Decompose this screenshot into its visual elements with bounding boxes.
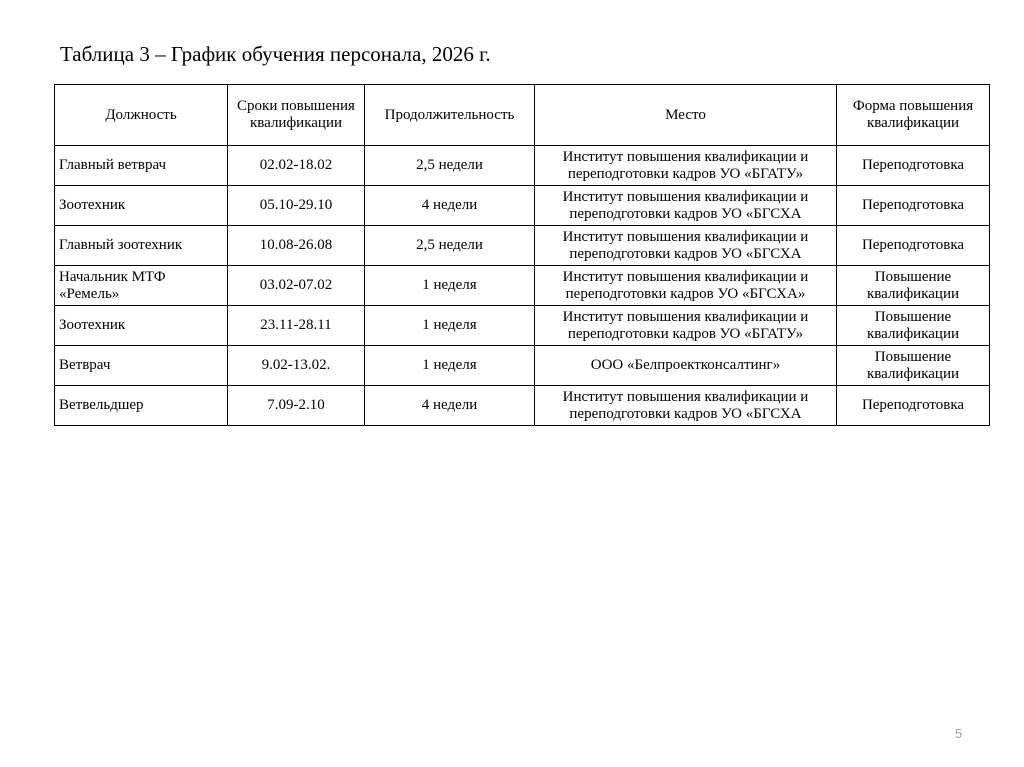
cell-duration: 4 недели [365,186,535,226]
table-row [55,266,990,306]
cell-position: Зоотехник [55,306,228,346]
cell-place: Институт повышения квалификации и переподготовки кадров УО «БГСХА [535,226,837,266]
table-row [55,186,990,226]
cell-position: Зоотехник [55,186,228,226]
cell-position: Главный зоотехник [55,226,228,266]
cell-form: Повышение квалификации [837,266,990,306]
cell-place: Институт повышения квалификации и переподготовки кадров УО «БГСХА» [535,266,837,306]
cell-duration: 4 недели [365,386,535,426]
cell-form: Переподготовка [837,146,990,186]
cell-dates: 9.02-13.02. [228,346,365,386]
cell-position: Ветвельдшер [55,386,228,426]
cell-place: ООО «Белпроектконсалтинг» [535,346,837,386]
page-title: Таблица 3 – График обучения персонала, 2026 г. [60,42,491,66]
table-row [55,386,990,426]
cell-duration: 2,5 недели [365,146,535,186]
table-row [55,226,990,266]
cell-form: Переподготовка [837,186,990,226]
training-schedule-table [54,84,990,426]
header-position: Должность [55,85,228,146]
cell-place: Институт повышения квалификации и переподготовки кадров УО «БГАТУ» [535,146,837,186]
table-row [55,146,990,186]
cell-position: Ветврач [55,346,228,386]
cell-dates: 7.09-2.10 [228,386,365,426]
cell-position: Главный ветврач [55,146,228,186]
header-form: Форма повышения квалификации [837,85,990,146]
header-dates: Сроки повышения квалификации [228,85,365,146]
cell-place: Институт повышения квалификации и переподготовки кадров УО «БГАТУ» [535,306,837,346]
cell-form: Повышение квалификации [837,346,990,386]
cell-dates: 02.02-18.02 [228,146,365,186]
table-row [55,306,990,346]
cell-form: Повышение квалификации [837,306,990,346]
cell-place: Институт повышения квалификации и переподготовки кадров УО «БГСХА [535,386,837,426]
table-row [55,346,990,386]
page-number: 5 [955,726,963,741]
cell-dates: 23.11-28.11 [228,306,365,346]
cell-duration: 1 неделя [365,346,535,386]
header-duration: Продолжительность [365,85,535,146]
cell-duration: 1 неделя [365,266,535,306]
cell-position: Начальник МТФ «Ремель» [55,266,228,306]
cell-dates: 05.10-29.10 [228,186,365,226]
cell-place: Институт повышения квалификации и переподготовки кадров УО «БГСХА [535,186,837,226]
cell-dates: 10.08-26.08 [228,226,365,266]
table-header-row [55,85,990,146]
cell-form: Переподготовка [837,386,990,426]
cell-form: Переподготовка [837,226,990,266]
header-place: Место [535,85,837,146]
cell-duration: 2,5 недели [365,226,535,266]
cell-duration: 1 неделя [365,306,535,346]
cell-dates: 03.02-07.02 [228,266,365,306]
